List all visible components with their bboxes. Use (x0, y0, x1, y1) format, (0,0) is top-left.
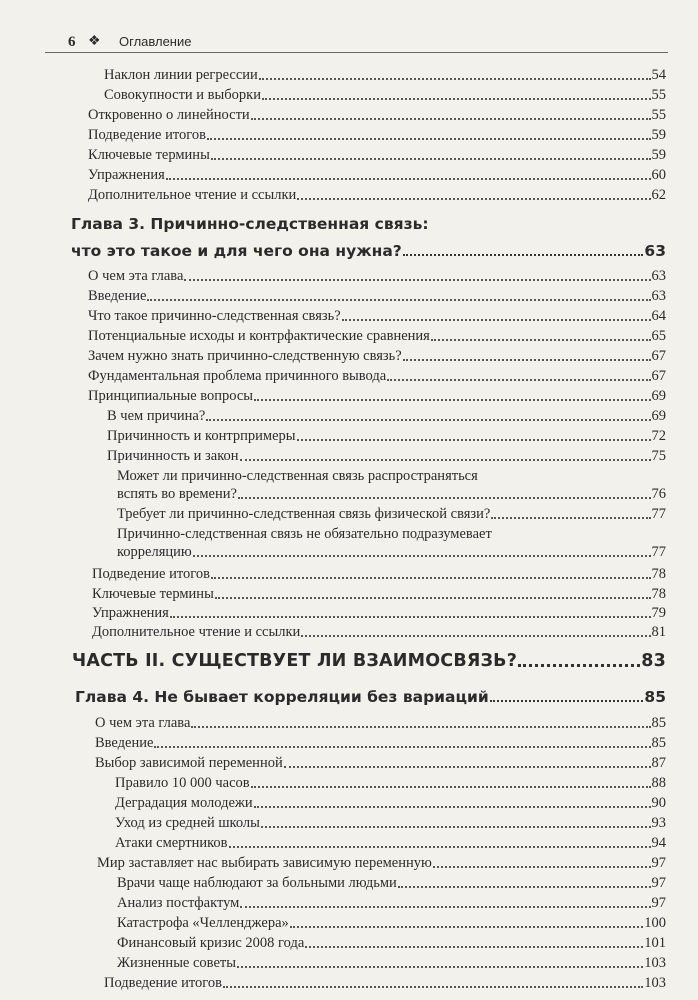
toc-entry-label: Зачем нужно знать причинно-следственную связь? (88, 348, 402, 364)
toc-entry (107, 427, 666, 445)
toc-entry-page: 69 (651, 388, 666, 404)
page-number: 6 (68, 34, 76, 50)
toc-entry-label: Врачи чаще наблюдают за больными людьми (117, 875, 397, 891)
toc-entry-label: Уход из средней школы (115, 815, 260, 831)
toc-entry (115, 774, 666, 792)
toc-entry-page: 75 (651, 448, 666, 464)
toc-entry (92, 585, 666, 603)
toc-entry (88, 166, 666, 184)
ornament-icon: ❖ (88, 32, 101, 48)
toc-entry-page: 72 (651, 428, 666, 444)
toc-entry-label: Подведение итогов (92, 566, 210, 582)
dot-leader (491, 517, 650, 519)
toc-entry (117, 543, 666, 561)
toc-entry-page: 77 (651, 544, 666, 560)
toc-entry (115, 834, 666, 852)
toc-entry-label: Причинность и закон (107, 448, 239, 464)
toc-entry-label: Подведение итогов (104, 975, 222, 991)
dot-leader (207, 138, 651, 140)
dot-leader (297, 439, 651, 441)
toc-entry (117, 894, 666, 912)
toc-entry-label: Атаки смертников (115, 835, 228, 851)
dot-leader (398, 886, 651, 888)
toc-entry-label: Жизненные советы (117, 955, 236, 971)
toc-entry (117, 954, 666, 972)
dot-leader (147, 299, 650, 301)
dot-leader (259, 78, 651, 80)
running-title: Оглавление (119, 34, 192, 49)
toc-entry-page: 97 (651, 875, 666, 891)
toc-entry-page: 60 (651, 167, 666, 183)
dot-leader (240, 906, 650, 908)
dot-leader (403, 359, 651, 361)
toc-entry (92, 604, 666, 622)
toc-entry-label: Фундаментальная проблема причинного вывода (88, 368, 387, 384)
toc-entry (117, 485, 666, 503)
toc-entry-page: 55 (651, 107, 666, 123)
toc-entry-label: Мир заставляет нас выбирать зависимую переменную (97, 855, 432, 871)
toc-entry-label: Требует ли причинно-следственная связь физической связи? (117, 506, 491, 522)
toc-entry-label: О чем эта глава (95, 715, 191, 731)
dot-leader (254, 806, 651, 808)
toc-entry (92, 565, 666, 583)
toc-entry (88, 327, 666, 345)
chapter-page: 63 (644, 242, 666, 260)
toc-entry-page: 103 (644, 975, 666, 991)
toc-entry (88, 287, 666, 305)
toc-entry-page: 65 (651, 328, 666, 344)
toc-entry-page: 62 (651, 187, 666, 203)
dot-leader (290, 926, 644, 928)
toc-entry (88, 106, 666, 124)
part-page: 83 (641, 651, 666, 671)
toc-entry-label: вспять во времени? (117, 486, 237, 502)
toc-entry-label: Введение (88, 288, 147, 304)
toc-entry (88, 347, 666, 365)
toc-entry-page: 59 (651, 147, 666, 163)
chapter-title: Глава 4. Не бывает корреляции без вариаций (75, 688, 489, 706)
toc-entry-label: Катастрофа «Челленджера» (117, 915, 289, 931)
toc-entry (95, 734, 666, 752)
toc-entry (104, 86, 666, 104)
toc-entry-page: 67 (651, 348, 666, 364)
toc-entry-page: 55 (651, 87, 666, 103)
toc-entry-page: 85 (651, 735, 666, 751)
dot-leader (238, 497, 651, 499)
toc-entry (104, 974, 666, 992)
dot-leader (387, 379, 650, 381)
toc-entry-page: 69 (651, 408, 666, 424)
toc-entry-label: Ключевые термины (92, 586, 214, 602)
toc-entry-label-line1: Причинно-следственная связь не обязательно подразумевает (117, 526, 492, 542)
toc-entry-label: Причинность и контрпримеры (107, 428, 296, 444)
toc-entry-label: корреляцию (117, 544, 192, 560)
dot-leader (518, 664, 640, 667)
toc-entry-label: Финансовый кризис 2008 года (117, 935, 305, 951)
dot-leader (229, 846, 651, 848)
toc-entry (115, 794, 666, 812)
dot-leader (193, 555, 651, 557)
dot-leader (240, 459, 651, 461)
toc-entry-page: 85 (651, 715, 666, 731)
toc-entry-label: В чем причина? (107, 408, 206, 424)
chapter-3-title-line1: Глава 3. Причинно-следственная связь: (71, 215, 429, 233)
toc-entry (107, 447, 666, 465)
dot-leader (301, 635, 650, 637)
part-title: ЧАСТЬ II. СУЩЕСТВУЕТ ЛИ ВЗАИМОСВЯЗЬ? (72, 651, 518, 671)
dot-leader (206, 419, 650, 421)
toc-entry-label: Совокупности и выборки (104, 87, 261, 103)
toc-entry-page: 90 (651, 795, 666, 811)
toc-entry-page: 63 (651, 268, 666, 284)
toc-entry-label: Потенциальные исходы и контрфактические сравнения (88, 328, 430, 344)
toc-entry-label: Ключевые термины (88, 147, 210, 163)
dot-leader (184, 279, 650, 281)
toc-entry-label: Дополнительное чтение и ссылки (88, 187, 297, 203)
toc-entry (92, 623, 666, 641)
toc-entry (97, 854, 666, 872)
dot-leader (262, 98, 651, 100)
dot-leader (215, 597, 651, 599)
dot-leader (433, 866, 651, 868)
toc-entry-label: Правило 10 000 часов (115, 775, 250, 791)
toc-entry-page: 79 (651, 605, 666, 621)
dot-leader (211, 158, 651, 160)
toc-entry-page: 78 (651, 566, 666, 582)
dot-leader (342, 319, 651, 321)
toc-entry-page: 63 (651, 288, 666, 304)
toc-entry-label: Принципиальные вопросы (88, 388, 254, 404)
toc-entry-label: Откровенно о линейности (88, 107, 250, 123)
toc-entry-page: 77 (651, 506, 666, 522)
toc-entry (117, 505, 666, 523)
dot-leader (490, 700, 644, 702)
toc-entry-label: Подведение итогов (88, 127, 206, 143)
toc-entry-label: Деградация молодежи (115, 795, 253, 811)
dot-leader (297, 198, 650, 200)
toc-entry (88, 367, 666, 385)
toc-entry-page: 100 (644, 915, 666, 931)
chapter-page: 85 (644, 688, 666, 706)
chapter-3-entry (71, 241, 666, 261)
toc-entry-page: 97 (651, 855, 666, 871)
toc-entry (88, 146, 666, 164)
toc-entry (117, 914, 666, 932)
toc-entry (95, 714, 666, 732)
dot-leader (223, 986, 643, 988)
dot-leader (284, 766, 651, 768)
dot-leader (305, 946, 643, 948)
toc-entry (88, 267, 666, 285)
dot-leader (251, 118, 651, 120)
toc-entry-label: Упражнения (92, 605, 169, 621)
toc-entry-label: Что такое причинно-следственная связь? (88, 308, 341, 324)
toc-entry-page: 59 (651, 127, 666, 143)
toc-entry-label: Упражнения (88, 167, 165, 183)
toc-entry (88, 186, 666, 204)
toc-entry-page: 76 (651, 486, 666, 502)
toc-entry-page: 101 (644, 935, 666, 951)
dot-leader (431, 339, 651, 341)
dot-leader (166, 178, 651, 180)
toc-entry (107, 407, 666, 425)
chapter-title: что это такое и для чего она нужна? (71, 242, 402, 260)
toc-entry-page: 97 (651, 895, 666, 911)
toc-entry (88, 387, 666, 405)
dot-leader (254, 399, 650, 401)
toc-entry-page: 94 (651, 835, 666, 851)
dot-leader (211, 577, 651, 579)
toc-entry-page: 81 (651, 624, 666, 640)
toc-entry-page: 88 (651, 775, 666, 791)
toc-entry-page: 64 (651, 308, 666, 324)
part-2-entry (72, 650, 666, 672)
toc-entry-page: 78 (651, 586, 666, 602)
dot-leader (237, 966, 643, 968)
toc-entry-label: О чем эта глава (88, 268, 184, 284)
toc-entry (104, 66, 666, 84)
toc-entry (88, 126, 666, 144)
dot-leader (403, 254, 644, 256)
toc-entry (95, 754, 666, 772)
toc-entry-page: 87 (651, 755, 666, 771)
toc-entry (115, 814, 666, 832)
toc-entry-page: 54 (651, 67, 666, 83)
toc-entry-label: Выбор зависимой переменной (95, 755, 283, 771)
toc-entry-label: Наклон линии регрессии (104, 67, 258, 83)
toc-entry-page: 67 (651, 368, 666, 384)
toc-entry (88, 307, 666, 325)
dot-leader (154, 746, 650, 748)
toc-entry-page: 93 (651, 815, 666, 831)
toc-entry-label: Введение (95, 735, 154, 751)
toc-entry (117, 874, 666, 892)
toc-entry-label: Анализ постфактум (117, 895, 240, 911)
dot-leader (170, 616, 651, 618)
toc-entry-label-line1: Может ли причинно-следственная связь распространяться (117, 468, 478, 484)
toc-entry-label: Дополнительное чтение и ссылки (92, 624, 301, 640)
toc-entry (117, 934, 666, 952)
dot-leader (251, 786, 651, 788)
dot-leader (261, 826, 651, 828)
toc-entry-page: 103 (644, 955, 666, 971)
chapter-4-entry (75, 687, 666, 707)
dot-leader (191, 726, 650, 728)
